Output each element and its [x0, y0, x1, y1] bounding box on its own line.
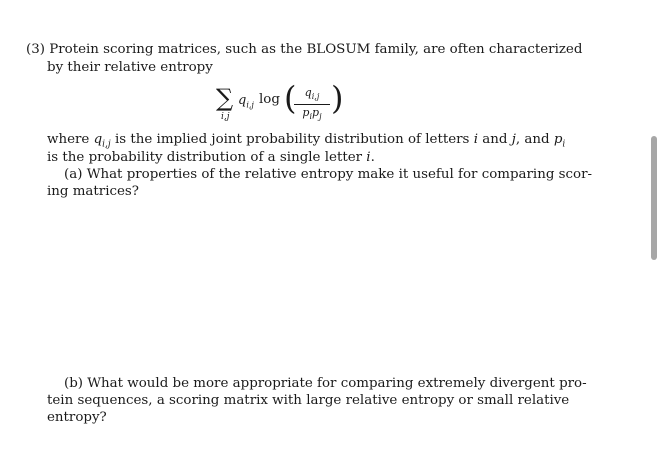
- left-paren: (: [284, 79, 297, 117]
- fraction-numerator: $q_{i,j}$: [304, 86, 320, 102]
- right-paren: ): [331, 79, 344, 117]
- relative-entropy-formula: [216, 79, 344, 126]
- part-a-line-1: (a) What properties of the relative entropy make it useful for comparing scor-: [64, 167, 593, 182]
- part-a-line-2: ing matrices?: [47, 184, 139, 199]
- fraction-bar: [294, 104, 330, 105]
- probability-line: is the probability distribution of a single letter i.: [47, 150, 375, 165]
- sum-symbol: ∑: [216, 84, 234, 112]
- formula-fraction: [294, 86, 330, 123]
- fraction-denominator: $p_ip_j$: [302, 106, 322, 122]
- question-intro-line-2: by their relative entropy: [47, 60, 213, 75]
- part-b-line-3: entropy?: [47, 410, 107, 425]
- formula-term: $q_{i,j}$: [238, 93, 254, 110]
- where-line: where $q_{i,j}$ is the implied joint probability distribution of letters i and j, and $p_i$: [47, 132, 566, 150]
- sum-subscript: i,j: [221, 112, 230, 122]
- part-b-line-1: (b) What would be more appropriate for comparing extremely divergent pro-: [64, 376, 587, 391]
- part-b-line-2: tein sequences, a scoring matrix with large relative entropy or small relative: [47, 393, 570, 408]
- question-intro-line-1: (3) Protein scoring matrices, such as the BLOSUM family, are often characterized: [26, 42, 583, 57]
- vertical-scrollbar[interactable]: [651, 136, 657, 260]
- formula-log: log: [259, 92, 280, 107]
